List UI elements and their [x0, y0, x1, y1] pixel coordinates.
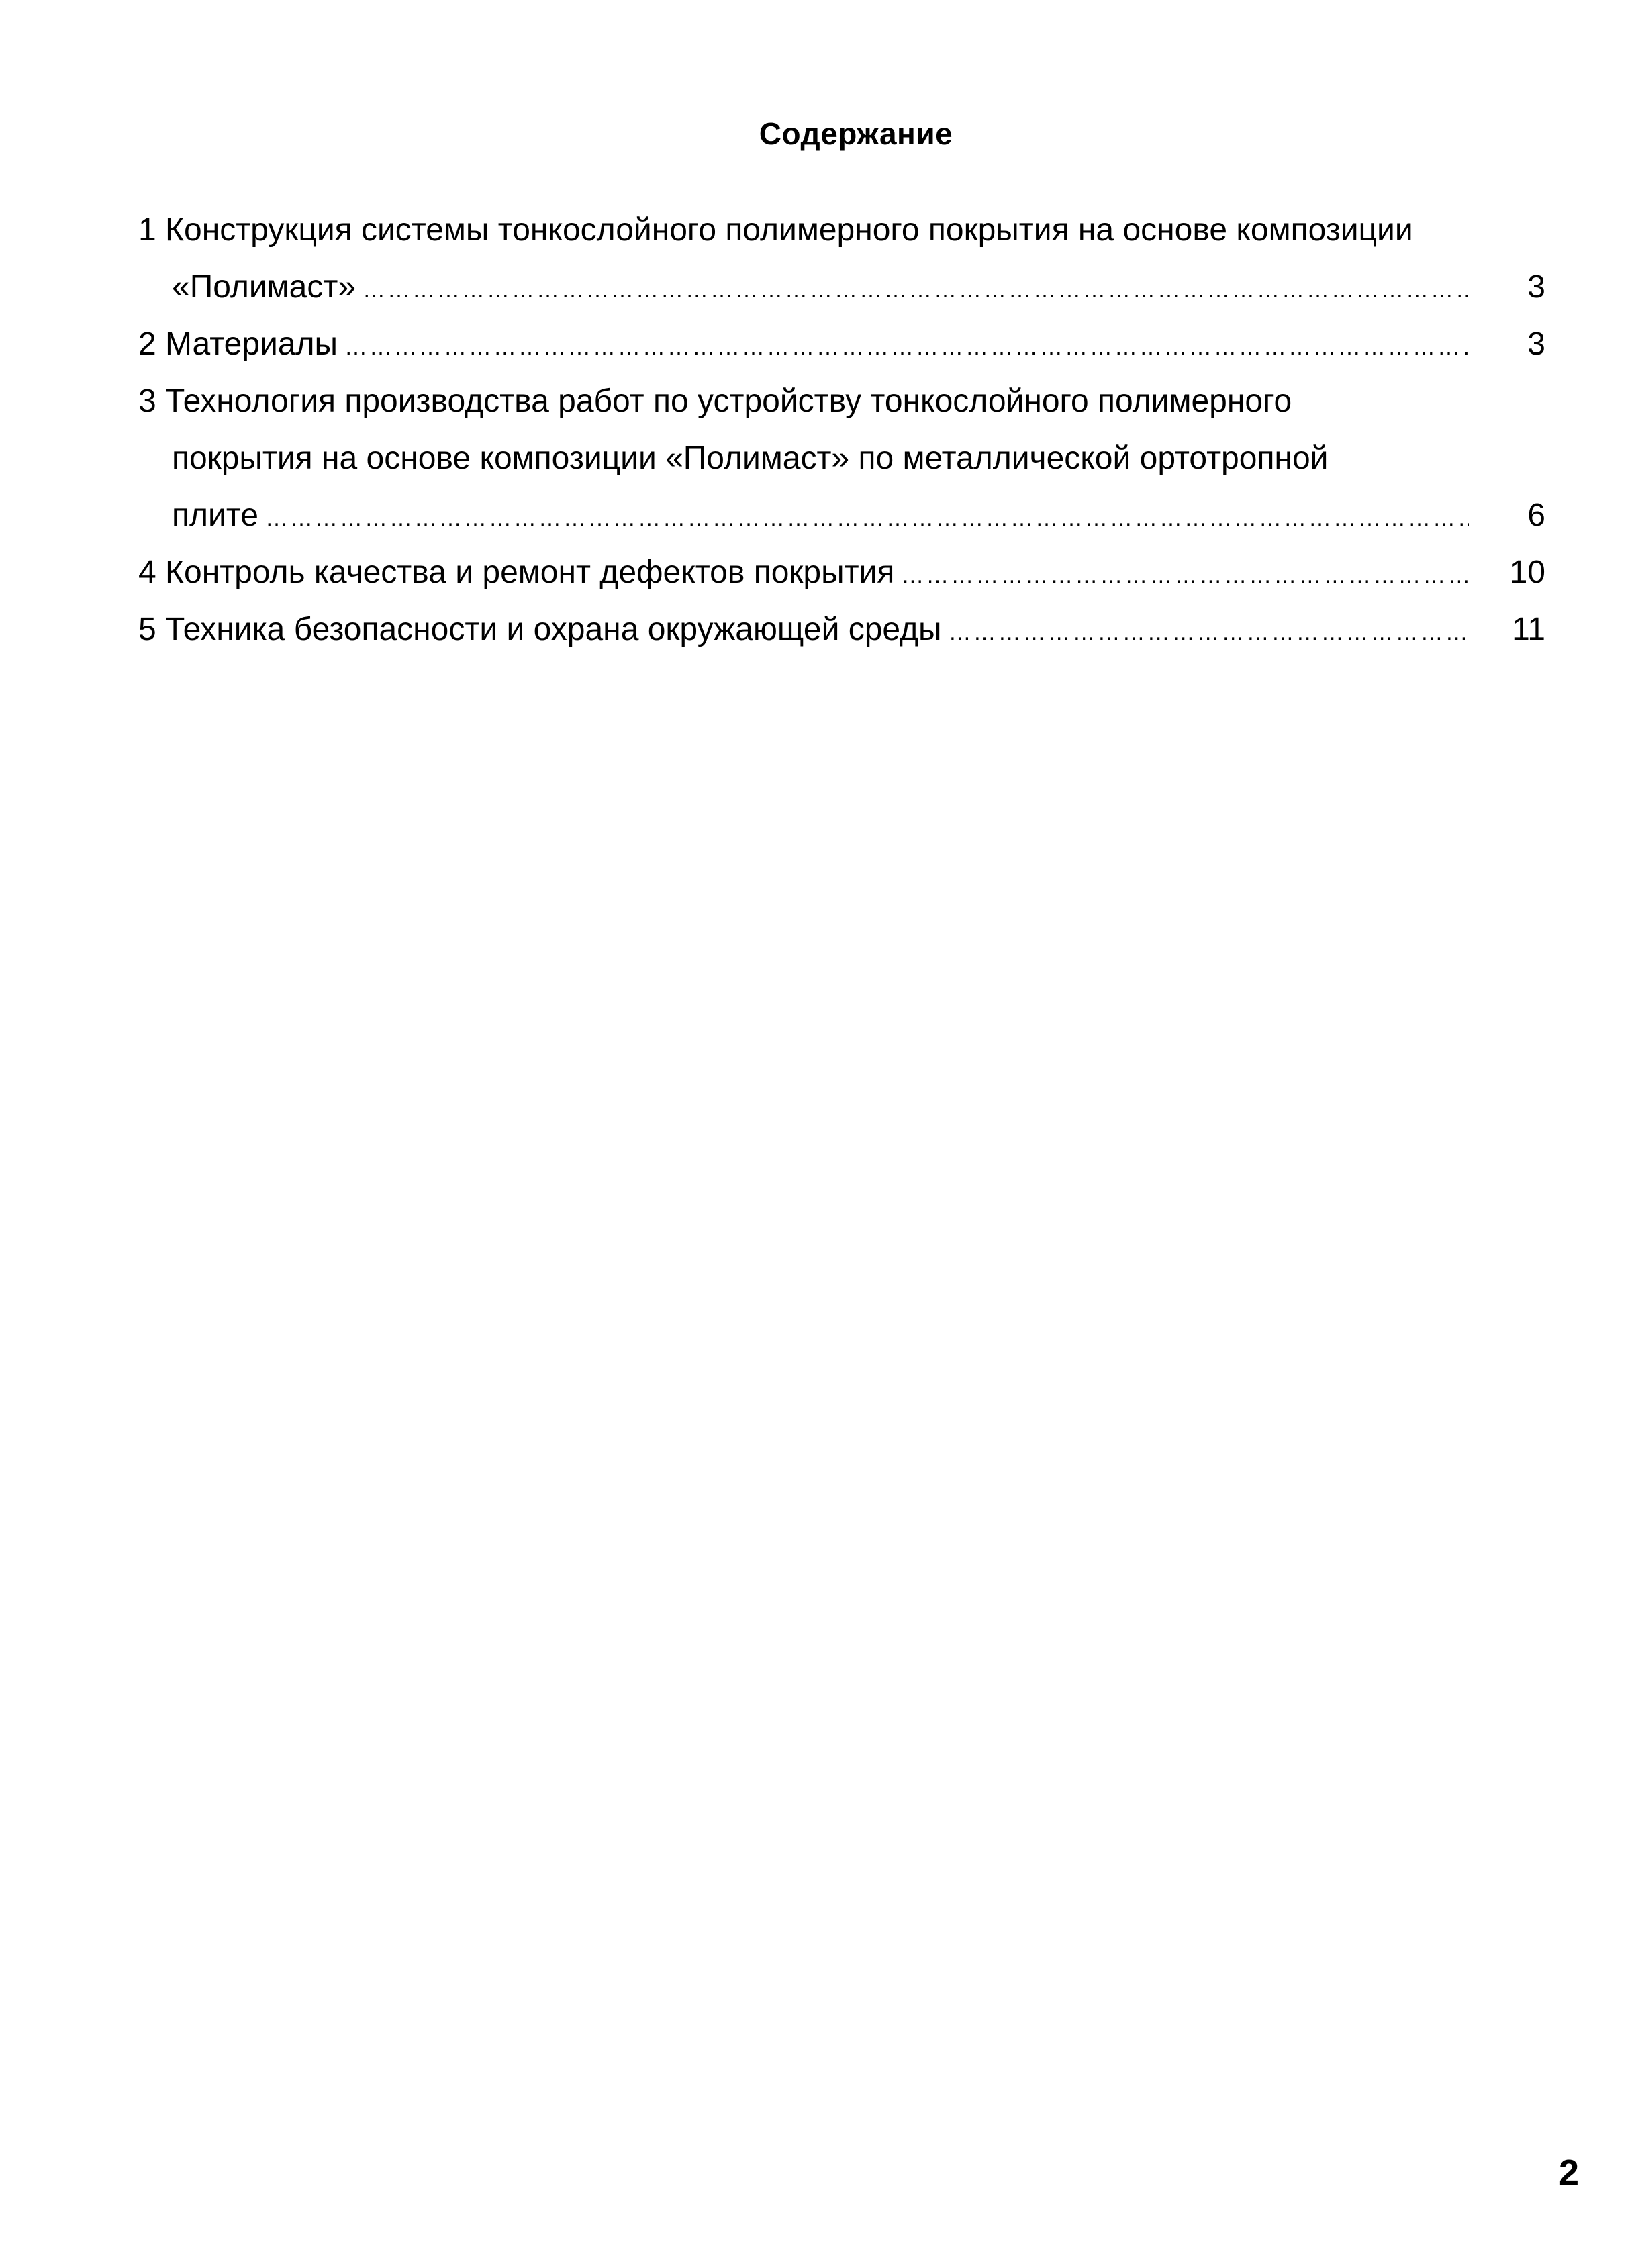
toc-entry-text: 3 Технология производства работ по устройству тонкослойного полимерного	[138, 383, 1292, 419]
toc-entry-3[interactable]	[138, 373, 1548, 544]
toc-page-number: 3	[1527, 269, 1545, 305]
dot-leader	[265, 490, 1469, 547]
toc-entry-line	[138, 316, 1548, 373]
dot-leader	[344, 319, 1469, 376]
toc-entry-text: плите	[172, 498, 258, 533]
toc-entry-line	[138, 201, 1548, 258]
dot-leader	[949, 604, 1469, 661]
toc-entry-text: 2 Материалы	[138, 326, 338, 362]
toc-entry-line	[138, 601, 1548, 658]
toc-entry-text: 5 Техника безопасности и охрана окружающей среды	[138, 612, 942, 647]
toc-page-number: 3	[1527, 326, 1545, 362]
page-title: Содержание	[759, 116, 953, 151]
toc-entry-line	[138, 373, 1548, 430]
toc-entry-5[interactable]	[138, 601, 1548, 658]
toc-entry-line	[138, 258, 1548, 316]
dot-leader	[901, 547, 1469, 604]
toc-entry-text: покрытия на основе композиции «Полимаст» по металлической ортотропной	[172, 440, 1329, 476]
toc-page-number: 11	[1512, 612, 1545, 647]
toc-entry-line	[138, 544, 1548, 601]
toc-entry-4[interactable]	[138, 544, 1548, 601]
toc-entry-line	[138, 430, 1548, 487]
page-number-mark: 2	[1559, 2153, 1580, 2193]
toc-entry-2[interactable]	[138, 316, 1548, 373]
toc-entry-text: 4 Контроль качества и ремонт дефектов покрытия	[138, 555, 895, 590]
dot-leader	[363, 262, 1469, 319]
toc-entry-line	[138, 487, 1548, 544]
toc-entry-1[interactable]	[138, 201, 1548, 316]
toc-page-number: 10	[1509, 555, 1545, 590]
table-of-contents	[138, 201, 1548, 658]
toc-page-number: 6	[1527, 498, 1545, 533]
toc-entry-text: 1 Конструкция системы тонкослойного полимерного покрытия на основе композиции	[138, 212, 1413, 248]
toc-entry-text: «Полимаст»	[172, 269, 356, 305]
